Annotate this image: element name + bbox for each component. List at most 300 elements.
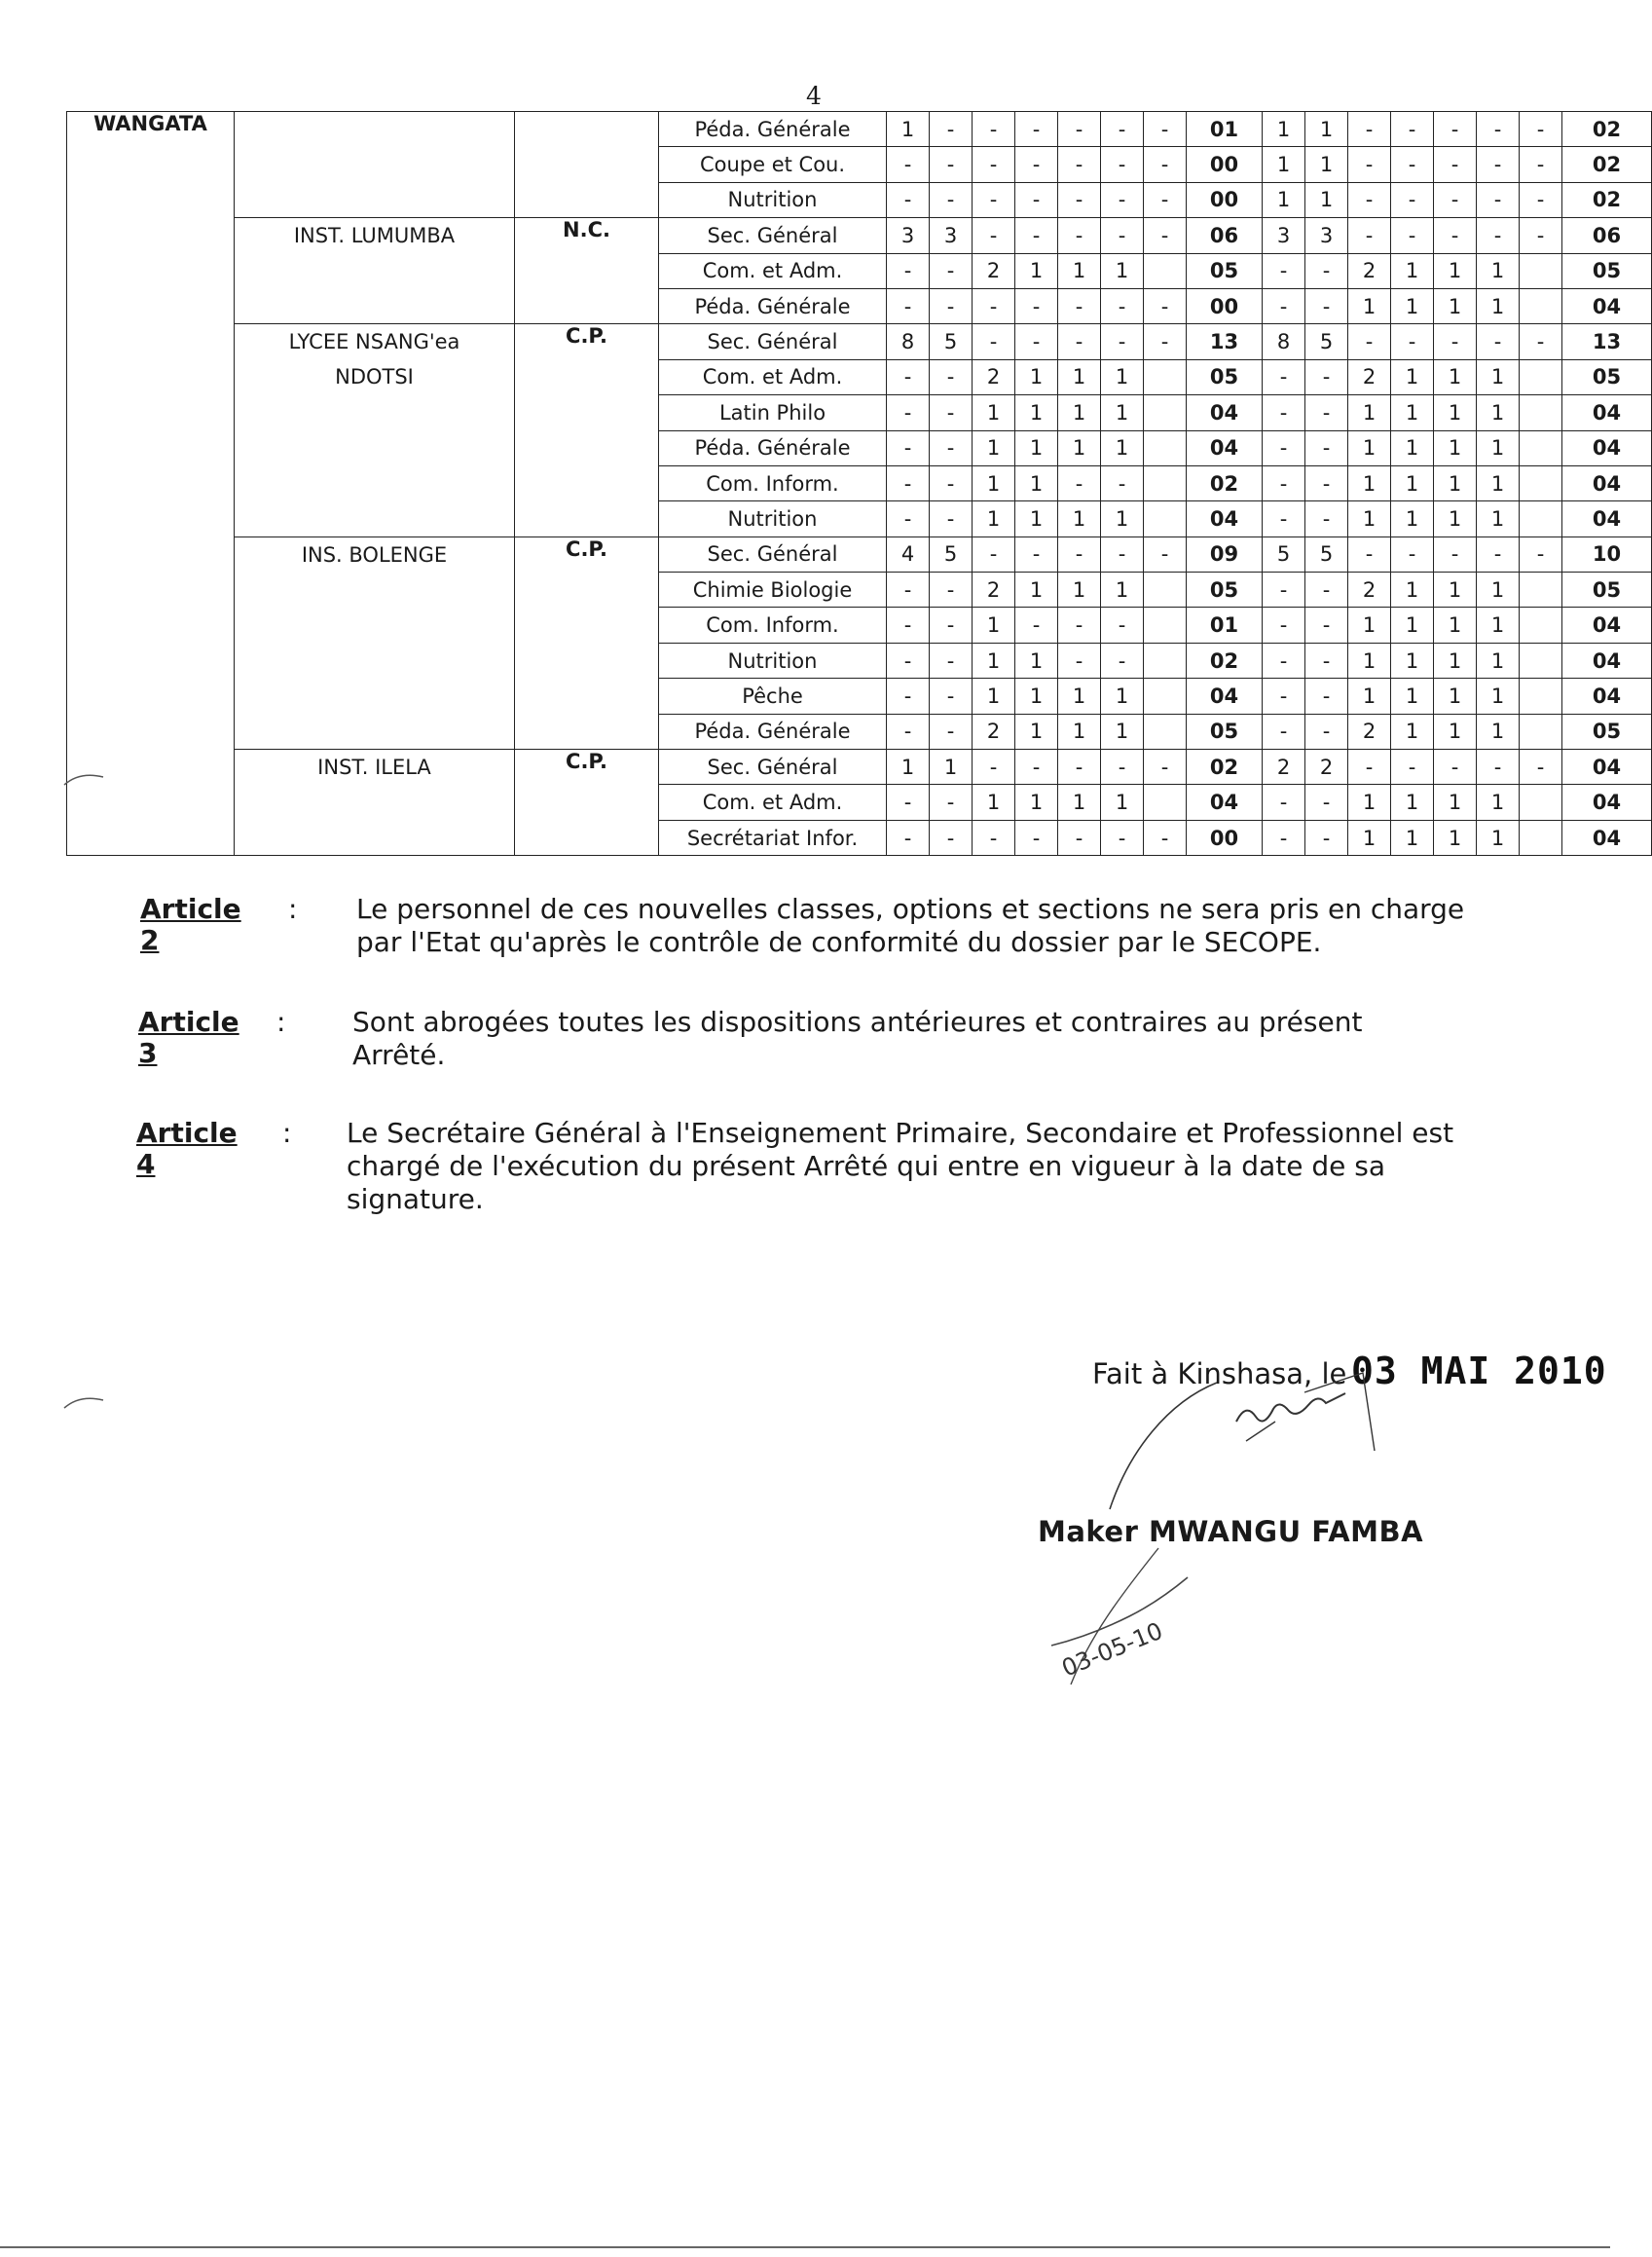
value-cell: 1 [1101,501,1144,536]
value-cell: 1 [973,501,1015,536]
value-cell: - [887,785,930,820]
value-cell: 1 [1305,112,1348,147]
value-cell: - [1015,608,1058,643]
option-cell: Sec. Général [659,218,887,253]
value-cell: - [1391,218,1434,253]
value-cell: - [1101,288,1144,323]
value-cell [1144,679,1187,714]
value-cell: - [1305,608,1348,643]
value-cell: - [1263,643,1305,678]
subtotal-cell: 05 [1187,714,1263,749]
value-cell: 1 [1434,359,1477,394]
value-cell: 1 [1391,430,1434,465]
value-cell: - [973,750,1015,785]
value-cell: 1 [1434,820,1477,855]
value-cell: - [1058,112,1101,147]
value-cell: 5 [1305,324,1348,359]
value-cell: - [1058,465,1101,500]
total-cell: 04 [1562,430,1652,465]
value-cell: - [1305,679,1348,714]
value-cell: - [1058,182,1101,217]
article-text-line: signature. [347,1183,484,1215]
value-cell [1144,359,1187,394]
subtotal-cell: 02 [1187,465,1263,500]
value-cell [1520,465,1562,500]
option-cell: Com. et Adm. [659,359,887,394]
value-cell: 1 [973,430,1015,465]
value-cell: 1 [1101,679,1144,714]
value-cell: - [1058,643,1101,678]
option-cell: Péda. Générale [659,430,887,465]
value-cell [1520,643,1562,678]
value-cell: 1 [1477,359,1520,394]
subtotal-cell: 13 [1187,324,1263,359]
value-cell: 1 [973,679,1015,714]
table-row [67,218,1652,253]
value-cell: - [1015,536,1058,572]
value-cell: - [930,785,973,820]
value-cell: - [1101,536,1144,572]
value-cell: 1 [973,465,1015,500]
school-cell [235,218,515,324]
subtotal-cell: 06 [1187,218,1263,253]
value-cell [1144,573,1187,608]
value-cell: - [930,182,973,217]
subtotal-cell: 02 [1187,643,1263,678]
value-cell: - [1520,182,1562,217]
value-cell: - [1015,750,1058,785]
article-colon: : [282,1117,292,1149]
option-cell: Com. Inform. [659,608,887,643]
value-cell [1520,288,1562,323]
value-cell: 1 [1015,395,1058,430]
value-cell: - [1434,112,1477,147]
value-cell: 1 [1058,679,1101,714]
value-cell: - [1348,182,1391,217]
value-cell: 1 [1434,395,1477,430]
value-cell: - [1058,324,1101,359]
value-cell: - [930,359,973,394]
value-cell: 1 [1434,430,1477,465]
value-cell: - [1477,218,1520,253]
value-cell [1144,608,1187,643]
value-cell [1144,465,1187,500]
value-cell: 8 [887,324,930,359]
value-cell: 2 [973,714,1015,749]
article-text-line: Le Secrétaire Général à l'Enseignement Primaire, Secondaire et Professionnel est [347,1117,1454,1149]
table-row [67,324,1652,359]
total-cell: 02 [1562,147,1652,182]
value-cell: 5 [1263,536,1305,572]
value-cell: 1 [1101,395,1144,430]
value-cell: - [930,501,973,536]
value-cell: 1 [1263,112,1305,147]
value-cell: 1 [1305,147,1348,182]
value-cell: - [1391,147,1434,182]
value-cell: 1 [1058,430,1101,465]
value-cell: 1 [1015,430,1058,465]
value-cell: - [1391,536,1434,572]
value-cell: - [1348,750,1391,785]
value-cell: - [973,218,1015,253]
value-cell: - [1434,182,1477,217]
total-cell: 04 [1562,501,1652,536]
value-cell: - [930,430,973,465]
value-cell: 3 [1263,218,1305,253]
total-cell: 05 [1562,714,1652,749]
value-cell: 1 [930,750,973,785]
value-cell: 1 [1434,253,1477,288]
value-cell: - [1144,112,1187,147]
value-cell: - [1263,573,1305,608]
value-cell: 1 [1434,465,1477,500]
value-cell: - [1144,820,1187,855]
value-cell [1520,359,1562,394]
value-cell: - [1391,324,1434,359]
value-cell: 1 [1015,643,1058,678]
article-label: Article 4 [136,1117,238,1180]
value-cell: - [1434,218,1477,253]
subtotal-cell: 04 [1187,785,1263,820]
value-cell: 1 [1434,785,1477,820]
date-stamp: 03 MAI 2010 [1351,1350,1607,1392]
value-cell: - [887,573,930,608]
subtotal-cell: 05 [1187,253,1263,288]
article-text-line: Sont abrogées toutes les dispositions antérieures et contraires au présent [352,1006,1363,1038]
value-cell: - [973,820,1015,855]
value-cell: - [1263,395,1305,430]
value-cell: - [930,395,973,430]
option-cell: Péda. Générale [659,714,887,749]
total-cell: 04 [1562,750,1652,785]
value-cell: - [887,288,930,323]
value-cell: 8 [1263,324,1305,359]
subtotal-cell: 09 [1187,536,1263,572]
article-text-line: par l'Etat qu'après le contrôle de conformité du dossier par le SECOPE. [356,926,1322,958]
value-cell: - [1015,182,1058,217]
value-cell: 1 [973,395,1015,430]
value-cell: 1 [1101,253,1144,288]
school-name: INST. LUMUMBA [293,224,456,248]
value-cell: - [1144,182,1187,217]
value-cell: 1 [1058,785,1101,820]
value-cell: - [1520,112,1562,147]
value-cell: 1 [1015,714,1058,749]
value-cell: - [930,714,973,749]
value-cell [1520,253,1562,288]
subtotal-cell: 04 [1187,501,1263,536]
value-cell: - [887,147,930,182]
value-cell: 4 [887,536,930,572]
value-cell: - [1058,820,1101,855]
value-cell: - [930,608,973,643]
subtotal-cell: 00 [1187,182,1263,217]
option-cell: Sec. Général [659,324,887,359]
value-cell [1144,395,1187,430]
value-cell: - [1305,820,1348,855]
option-cell: Sec. Général [659,750,887,785]
subtotal-cell: 00 [1187,288,1263,323]
subtotal-cell: 04 [1187,395,1263,430]
value-cell: - [1263,359,1305,394]
value-cell: 3 [887,218,930,253]
value-cell: - [1144,218,1187,253]
value-cell: 1 [1434,679,1477,714]
value-cell: - [1101,182,1144,217]
value-cell: 1 [1305,182,1348,217]
value-cell: 2 [973,253,1015,288]
value-cell: 2 [1305,750,1348,785]
total-cell: 02 [1562,182,1652,217]
option-cell: Com. et Adm. [659,785,887,820]
value-cell: - [1391,112,1434,147]
value-cell: 1 [1477,714,1520,749]
value-cell: - [1305,643,1348,678]
value-cell: 1 [1434,714,1477,749]
value-cell: 2 [1348,359,1391,394]
value-cell [1144,643,1187,678]
value-cell: - [1058,218,1101,253]
value-cell [1520,679,1562,714]
value-cell: 1 [1391,288,1434,323]
article-text-line: Le personnel de ces nouvelles classes, options et sections ne sera pris en charge [356,893,1465,925]
value-cell: 1 [1058,573,1101,608]
value-cell: - [1520,218,1562,253]
value-cell: - [1348,112,1391,147]
total-cell: 05 [1562,359,1652,394]
value-cell: 3 [1305,218,1348,253]
article-label: Article 2 [140,893,241,956]
value-cell [1520,573,1562,608]
subtotal-cell: 04 [1187,430,1263,465]
value-cell [1144,714,1187,749]
article-colon: : [288,893,298,925]
total-cell: 04 [1562,395,1652,430]
value-cell: 5 [1305,536,1348,572]
value-cell: - [1434,147,1477,182]
value-cell: - [1348,218,1391,253]
value-cell: - [1058,608,1101,643]
value-cell: 1 [1434,288,1477,323]
value-cell: - [930,679,973,714]
option-cell: Nutrition [659,643,887,678]
value-cell: 1 [1434,643,1477,678]
value-cell: 1 [973,643,1015,678]
value-cell: - [930,147,973,182]
value-cell [1520,785,1562,820]
value-cell: - [1305,714,1348,749]
closing-place: Fait à Kinshasa, le [1092,1357,1347,1390]
value-cell: - [1058,536,1101,572]
status-cell: C.P. [515,536,659,749]
value-cell [1520,714,1562,749]
value-cell: 3 [930,218,973,253]
value-cell: 1 [1391,643,1434,678]
value-cell: 1 [1477,395,1520,430]
subtotal-cell: 00 [1187,820,1263,855]
value-cell [1520,501,1562,536]
article-text-line: chargé de l'exécution du présent Arrêté qui entre en vigueur à la date de sa [347,1150,1385,1182]
value-cell: - [1101,820,1144,855]
value-cell: - [1015,324,1058,359]
value-cell: - [1305,359,1348,394]
value-cell: 1 [1477,288,1520,323]
margin-mark-icon [60,769,109,789]
option-cell: Sec. Général [659,536,887,572]
value-cell: - [1263,714,1305,749]
value-cell: - [1434,324,1477,359]
value-cell: 1 [1263,182,1305,217]
value-cell: - [1263,465,1305,500]
value-cell: - [1520,750,1562,785]
value-cell: - [1348,536,1391,572]
value-cell: - [930,112,973,147]
subtotal-cell: 02 [1187,750,1263,785]
value-cell: - [1015,112,1058,147]
value-cell: 1 [1477,679,1520,714]
value-cell: 1 [1391,253,1434,288]
value-cell: - [1015,218,1058,253]
value-cell: - [930,288,973,323]
value-cell: 1 [1434,501,1477,536]
value-cell: 1 [1015,573,1058,608]
value-cell: 1 [1015,465,1058,500]
value-cell: - [1263,820,1305,855]
option-cell: Nutrition [659,182,887,217]
value-cell: - [1101,218,1144,253]
value-cell: 1 [1101,430,1144,465]
value-cell: 1 [1015,359,1058,394]
value-cell: - [1520,324,1562,359]
value-cell: - [1263,608,1305,643]
value-cell: - [1263,501,1305,536]
school-name: NDOTSI [335,365,414,389]
option-cell: Com. Inform. [659,465,887,500]
value-cell: 1 [1477,465,1520,500]
value-cell: - [1263,288,1305,323]
value-cell: - [1263,253,1305,288]
value-cell: 1 [1348,430,1391,465]
value-cell: 1 [1058,714,1101,749]
value-cell: 1 [1477,253,1520,288]
value-cell: 1 [1015,679,1058,714]
value-cell: 1 [1391,573,1434,608]
value-cell: - [1101,147,1144,182]
value-cell: - [1434,750,1477,785]
value-cell: 5 [930,536,973,572]
value-cell: - [930,253,973,288]
value-cell: - [1391,182,1434,217]
value-cell: 1 [1391,785,1434,820]
article-text-line: Arrêté. [352,1039,446,1071]
school-name: LYCEE NSANG'ea [288,330,460,354]
value-cell: - [1058,750,1101,785]
table-row [67,112,1652,147]
value-cell: - [1263,679,1305,714]
value-cell: - [1434,536,1477,572]
value-cell: - [1477,536,1520,572]
subtotal-cell: 00 [1187,147,1263,182]
value-cell: - [887,714,930,749]
value-cell: - [1015,147,1058,182]
value-cell: - [1015,820,1058,855]
status-cell: N.C. [515,218,659,324]
value-cell [1520,430,1562,465]
value-cell: - [1144,147,1187,182]
value-cell: - [887,395,930,430]
value-cell: 1 [1391,820,1434,855]
value-cell: 1 [1348,679,1391,714]
value-cell: 1 [1391,465,1434,500]
total-cell: 02 [1562,112,1652,147]
value-cell: - [1101,750,1144,785]
value-cell: - [930,820,973,855]
value-cell: - [930,465,973,500]
option-cell: Coupe et Cou. [659,147,887,182]
school-name: INS. BOLENGE [301,542,448,567]
value-cell: 1 [1058,253,1101,288]
value-cell: - [930,573,973,608]
value-cell: 1 [1101,573,1144,608]
value-cell [1520,608,1562,643]
value-cell: 1 [1391,395,1434,430]
value-cell: 1 [1477,608,1520,643]
value-cell: 1 [1434,573,1477,608]
value-cell: - [887,465,930,500]
value-cell: 1 [1058,359,1101,394]
value-cell: 1 [1477,785,1520,820]
total-cell: 06 [1562,218,1652,253]
subtotal-cell: 01 [1187,608,1263,643]
value-cell: - [1520,536,1562,572]
value-cell: - [887,501,930,536]
total-cell: 04 [1562,785,1652,820]
value-cell: 1 [1348,608,1391,643]
total-cell: 05 [1562,573,1652,608]
value-cell: 1 [1101,359,1144,394]
value-cell: - [1015,288,1058,323]
value-cell: - [1477,750,1520,785]
value-cell: 1 [1058,501,1101,536]
status-cell: C.P. [515,750,659,856]
school-cell [235,536,515,749]
subtotal-cell: 05 [1187,359,1263,394]
total-cell: 13 [1562,324,1652,359]
value-cell [1144,501,1187,536]
value-cell: - [1305,573,1348,608]
page-number: 4 [806,82,822,110]
value-cell: - [887,679,930,714]
value-cell: - [1348,147,1391,182]
value-cell: - [1520,147,1562,182]
value-cell: - [1305,501,1348,536]
value-cell: 1 [1477,573,1520,608]
value-cell: - [1058,147,1101,182]
value-cell: - [1477,112,1520,147]
value-cell: - [887,643,930,678]
value-cell: - [973,182,1015,217]
value-cell: 1 [887,112,930,147]
value-cell: - [1101,643,1144,678]
value-cell: 1 [1348,501,1391,536]
value-cell: 1 [1477,501,1520,536]
value-cell: - [1305,253,1348,288]
total-cell: 04 [1562,465,1652,500]
value-cell: 1 [1015,501,1058,536]
value-cell: 1 [1434,608,1477,643]
value-cell: 1 [1391,714,1434,749]
value-cell: - [1348,324,1391,359]
